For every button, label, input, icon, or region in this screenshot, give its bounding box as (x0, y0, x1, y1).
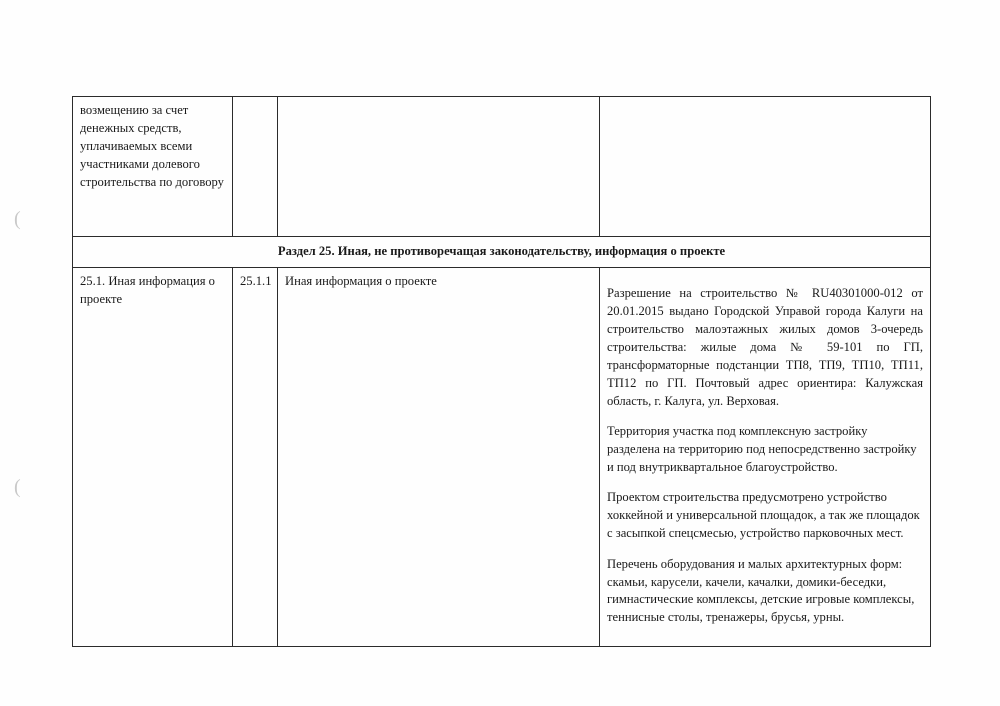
project-declaration-table (72, 96, 931, 647)
scan-artifact-left-bottom: ( (14, 476, 21, 498)
value-paragraph: Разрешение на строительство № RU40301000-012 от 20.01.2015 выдано Городской Управой города Калуги на строительство малоэтажных жилых домов 3-очередь строительства: жилые дома № 59-101 по ГП, трансформаторные подстанции ТП8, ТП9, ТП10, ТП11, ТП12 по ГП. Почтовый адрес ориентира: Калужская область, г. Калуга, ул. Верховая. (607, 286, 923, 408)
value-paragraph: Территория участка под комплексную застройку разделена на территорию под непосредственно застройку и под внутриквартальное благоустройство. (607, 424, 917, 474)
section-title: Раздел 25. Иная, не противоречащая законодательству, информация о проекте (73, 237, 931, 268)
table-row (73, 97, 931, 237)
cell-index-continued (233, 97, 278, 237)
scan-artifact-left-top: ( (14, 208, 21, 230)
cell-description: Иная информация о проекте (278, 267, 600, 646)
cell-description-continued (278, 97, 600, 237)
table-section-row (73, 237, 931, 268)
cell-name-continued: возмещению за счет денежных средств, уплачиваемых всеми участниками долевого строительства по договору (73, 97, 233, 237)
cell-value-continued (600, 97, 931, 237)
value-paragraph: Проектом строительства предусмотрено устройство хоккейной и универсальной площадок, а так же площадок с засыпкой спецсмесью, устройство парковочных мест. (607, 490, 920, 541)
cell-index: 25.1.1 (233, 267, 278, 646)
value-paragraph: Перечень оборудования и малых архитектурных форм: скамьи, карусели, качели, качалки, домики-беседки, гимнастические комплексы, детские игровые комплексы, теннисные столы, тренажеры, брусья, урны. (607, 556, 915, 625)
cell-name: 25.1. Иная информация о проекте (73, 267, 233, 646)
table-row (73, 267, 931, 646)
cell-value (600, 267, 931, 646)
